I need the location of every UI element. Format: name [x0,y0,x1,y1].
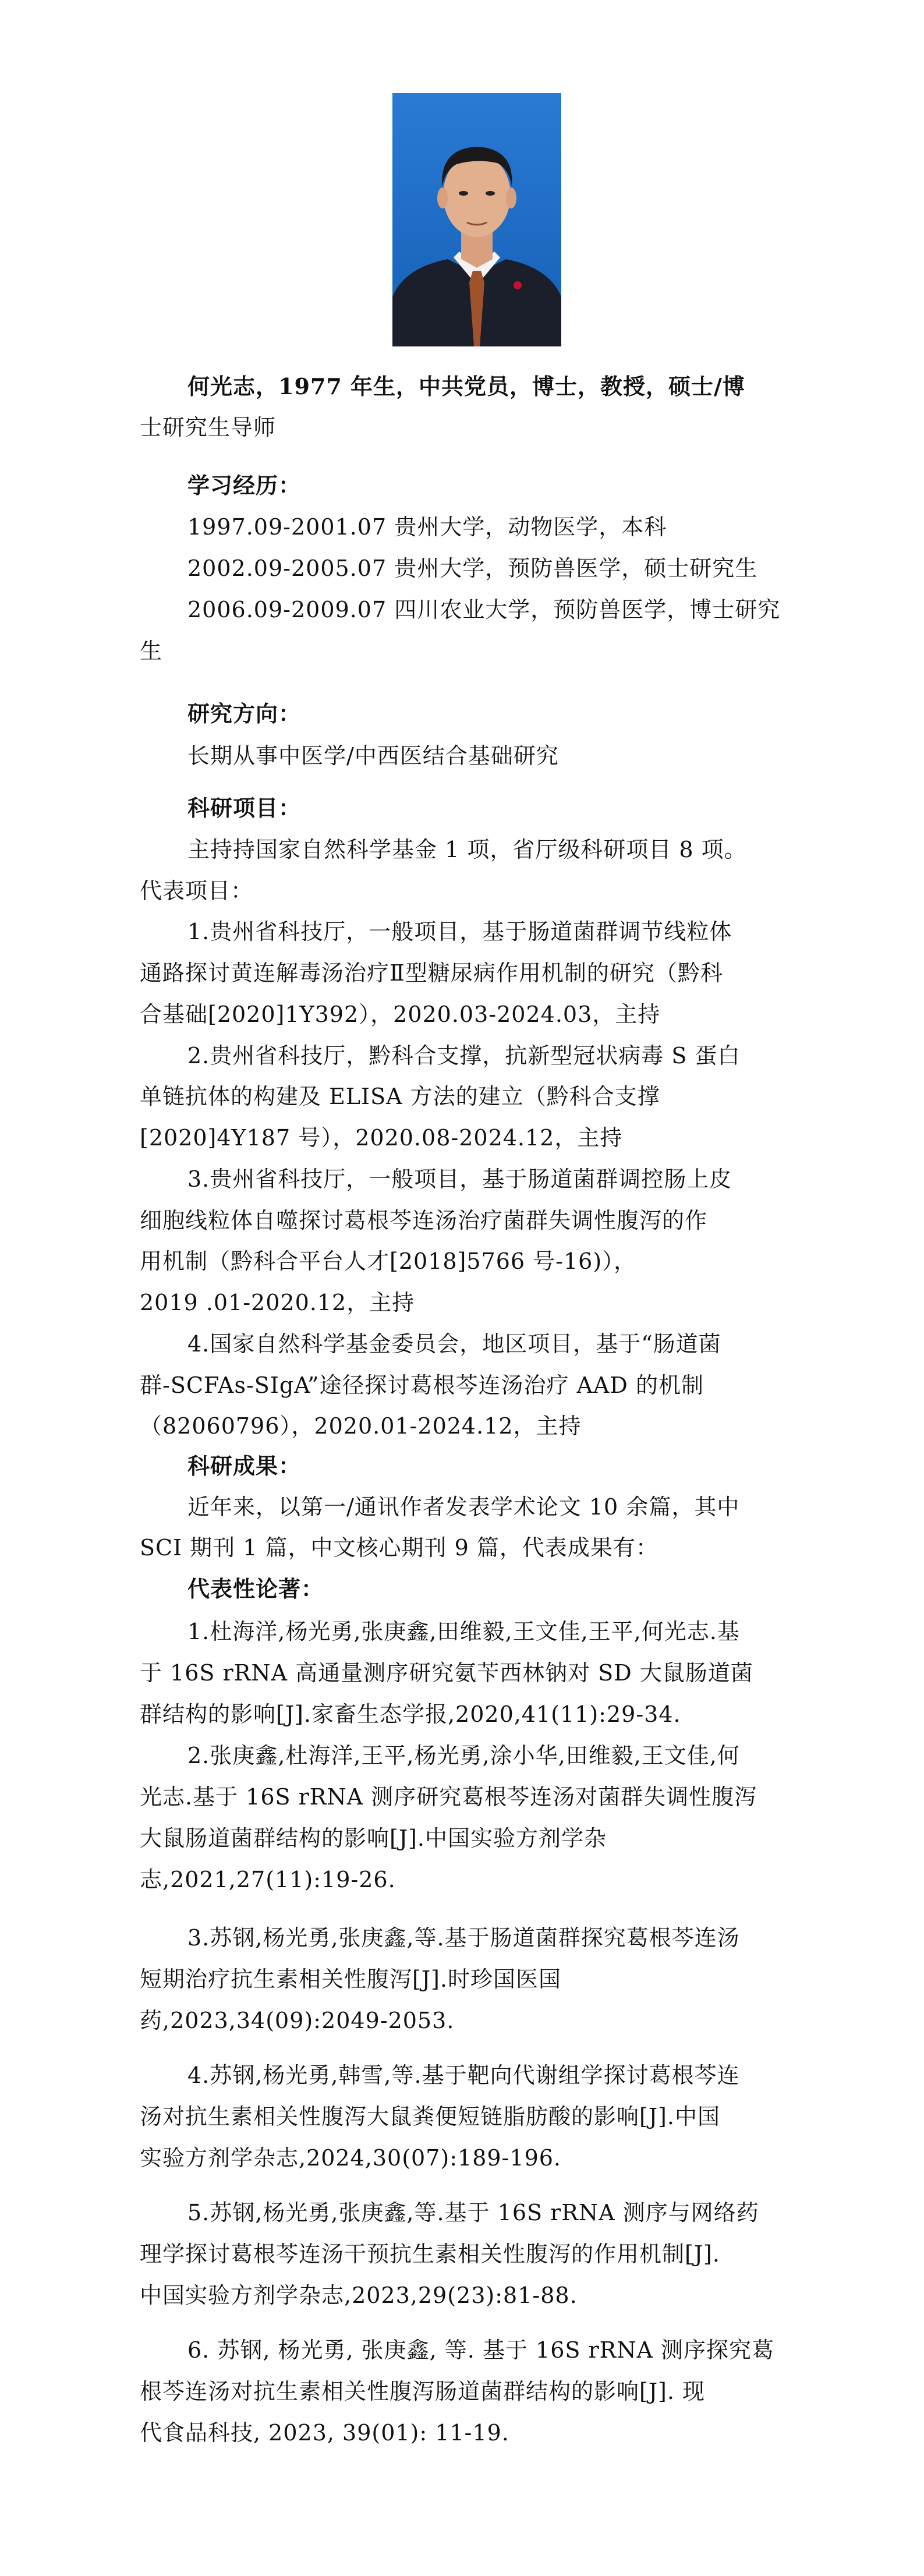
paper-line: 中国实验方剂学杂志,2023,29(23):81-88. [140,2283,578,2308]
projects-line: 用机制（黔科合平台人才[2018]5766 号-16)）， [140,1248,637,1274]
projects-line: 2019 .01-2020.12，主持 [140,1290,415,1315]
education-line: 1997.09-2001.07 贵州大学，动物医学，本科 [187,514,667,540]
research-direction-heading: 研究方向： [187,700,302,727]
projects-line: [2020]4Y187 号），2020.08-2024.12，主持 [140,1125,623,1151]
education-line: 2002.09-2005.07 贵州大学，预防兽医学，硕士研究生 [187,555,758,581]
projects-line: 群-SCFAs-SIgA”途径探讨葛根芩连汤治疗 AAD 的机制 [140,1372,704,1398]
projects-line: 4.国家自然科学基金委员会，地区项目，基于“肠道菌 [187,1331,721,1357]
projects-line: （82060796），2020.01-2024.12，主持 [140,1413,582,1439]
paper-line: 大鼠肠道菌群结构的影响[J].中国实验方剂学杂 [140,1825,607,1851]
education-heading: 学习经历： [187,472,302,498]
projects-line: 通路探讨黄连解毒汤治疗Ⅱ型糖尿病作用机制的研究（黔科 [140,960,723,986]
paper-line: 代食品科技, 2023, 39(01): 11-19. [140,2420,509,2446]
paper-line: 5.苏钢,杨光勇,张庚鑫,等.基于 16S rRNA 测序与网络药 [187,2200,759,2225]
paper-line: 群结构的影响[J].家畜生态学报,2020,41(11):29-34. [140,1701,681,1727]
paper-line: 志,2021,27(11):19-26. [140,1867,396,1892]
paper-line: 3.苏钢,杨光勇,张庚鑫,等.基于肠道菌群探究葛根芩连汤 [187,1925,740,1951]
paper-line: 1.杜海洋,杨光勇,张庚鑫,田维毅,王文佳,王平,何光志.基 [187,1619,740,1644]
name-line-continued: 士研究生导师 [140,415,277,440]
paper-line: 药,2023,34(09):2049-2053. [140,2008,455,2033]
paper-line: 4.苏钢,杨光勇,韩雪,等.基于靶向代谢组学探讨葛根芩连 [187,2062,740,2088]
paper-line: 2.张庚鑫,杜海洋,王平,杨光勇,涂小华,田维毅,王文佳,何 [187,1743,740,1768]
name-line: 何光志，1977 年生，中共党员，博士，教授，硕士/博 [187,373,745,399]
education-line: 2006.09-2009.07 四川农业大学，预防兽医学，博士研究 [187,597,781,622]
projects-line: 1.贵州省科技厅，一般项目，基于肠道菌群调节线粒体 [187,919,732,944]
paper-line: 理学探讨葛根芩连汤干预抗生素相关性腹泻的作用机制[J]. [140,2241,720,2267]
projects-line: 2.贵州省科技厅，黔科合支撑，抗新型冠状病毒 S 蛋白 [187,1043,741,1068]
paper-line: 6. 苏钢, 杨光勇, 张庚鑫, 等. 基于 16S rRNA 测序探究葛 [187,2337,775,2363]
education-line: 生 [140,638,163,664]
papers-heading: 代表性论著： [187,1576,324,1602]
achievements-heading: 科研成果： [187,1453,302,1479]
projects-line: 细胞线粒体自噬探讨葛根芩连汤治疗菌群失调性腹泻的作 [140,1208,708,1233]
projects-line: 主持持国家自然科学基金 1 项，省厅级科研项目 8 项。 [187,837,747,862]
projects-line: 合基础[2020]1Y392），2020.03-2024.03，主持 [140,1002,661,1027]
paper-line: 光志.基于 16S rRNA 测序研究葛根芩连汤对菌群失调性腹泻 [140,1784,757,1810]
portrait-figure-icon [392,93,561,346]
achievements-line: 近年来，以第一/通讯作者发表学术论文 10 余篇，其中 [187,1494,740,1520]
projects-heading: 科研项目： [187,795,302,821]
portrait-photo [392,93,561,346]
projects-line: 代表项目： [140,878,254,904]
projects-line: 3.贵州省科技厅，一般项目，基于肠道菌群调控肠上皮 [187,1166,732,1192]
achievements-line: SCI 期刊 1 篇，中文核心期刊 9 篇，代表成果有： [140,1535,659,1561]
paper-line: 实验方剂学杂志,2024,30(07):189-196. [140,2145,562,2171]
paper-line: 短期治疗抗生素相关性腹泻[J].时珍国医国 [140,1966,561,1992]
research-direction-text: 长期从事中医学/中西医结合基础研究 [187,743,559,769]
paper-line: 根芩连汤对抗生素相关性腹泻肠道菌群结构的影响[J]. 现 [140,2379,706,2404]
projects-line: 单链抗体的构建及 ELISA 方法的建立（黔科合支撑 [140,1084,660,1109]
paper-line: 于 16S rRNA 高通量测序研究氨苄西林钠对 SD 大鼠肠道菌 [140,1660,753,1686]
paper-line: 汤对抗生素相关性腹泻大鼠粪便短链脂肪酸的影响[J].中国 [140,2104,720,2129]
